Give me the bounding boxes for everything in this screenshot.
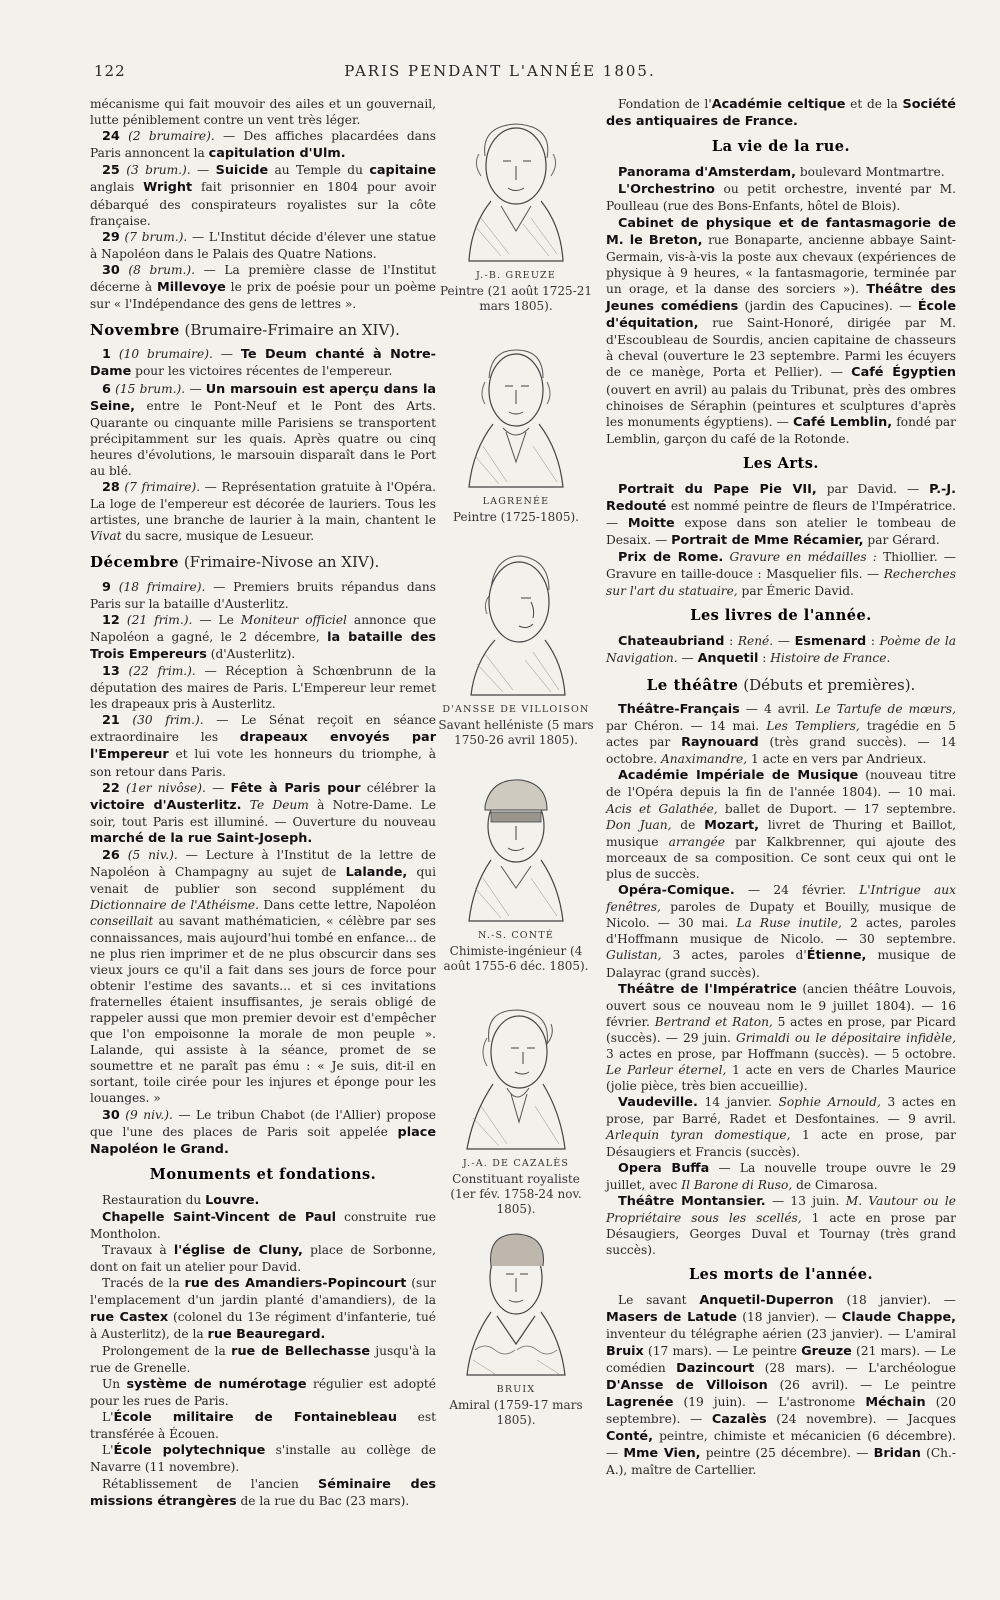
paragraph: 21 (30 frim.). — Le Sénat reçoit en séance extraordinaire les drapeaux envoyés par l'Empereur et lui vote les honneurs du triomphe, à son retour dans Paris. xyxy=(90,713,436,779)
paragraph: 25 (3 brum.). — Suicide au Temple du capitaine anglais Wright fait prisonnier en 1804 pour avoir débarqué des conspirateurs royalistes sur la côte française. xyxy=(90,163,437,228)
paragraph: 30 (8 brum.). — La première classe de l'Institut décerne à Millevoye le prix de poésie pour un poème sur « l'Indépendance des gens de lettres ». xyxy=(90,262,437,312)
section-heading-novembre: Novembre (Brumaire-Frimaire an XIV). xyxy=(90,321,400,340)
portrait-caption: Peintre (1725-1805). xyxy=(453,510,579,525)
portrait-engraving-image xyxy=(461,332,571,492)
portrait-villoison xyxy=(438,540,594,748)
paragraph: Opéra-Comique. — 24 février. L'Intrigue aux fenêtres, paroles de Dupaty et Bouilly, musique de Nicolo. — 30 mai. La Ruse inutile, 2 actes, paroles d'Hoffmann musique de Nicolo. — 30 septembre. Gulistan, 3 actes, paroles d'Étienne, musique de Dalayrac (grand succès). xyxy=(606,883,956,980)
paragraph: 30 (9 niv.). — Le tribun Chabot (de l'Allier) propose que l'une des places de Paris soit appelée place Napoléon le Grand. xyxy=(90,1107,437,1157)
portrait-engraving-image xyxy=(461,766,571,926)
portrait-greuze xyxy=(438,106,594,314)
portrait-engraving-image xyxy=(461,540,571,700)
portrait-name: J.-A. DE CAZALÈS xyxy=(462,1158,570,1169)
section-heading-morts: Les morts de l'année. xyxy=(688,1266,874,1284)
paragraph: Vaudeville. 14 janvier. Sophie Arnould, 3 actes en prose, par Barré, Radet et Desfontaines. — 9 avril. Arlequin tyran domestique, 1 acte en prose, par Désaugiers et Francis (succès). xyxy=(606,1095,956,1159)
paragraph: Prix de Rome. Gravure en médailles : Thiollier. — Gravure en taille-douce : Masquelier fils. — Recherches sur l'art du statuaire, par Émeric David. xyxy=(606,550,956,598)
paragraph: 6 (15 brum.). — Un marsouin est aperçu dans la Seine, entre le Pont-Neuf et le Pont des Arts. Quarante ou cinquante mille Parisiens se transportent précipitamment sur les quais. Après quatre ou cinq heures d'évolutions, le marsouin disparaît dans le Port au blé. xyxy=(90,381,436,478)
paragraph: 13 (22 frim.). — Réception à Schœnbrunn de la députation des maires de Paris. L'Empereur leur remet les drapeaux pris à Austerlitz. xyxy=(90,664,437,712)
portrait-name: BRUIX xyxy=(496,1384,536,1395)
left-column xyxy=(90,96,436,1510)
running-header xyxy=(94,62,906,84)
paragraph: Portrait du Pape Pie VII, par David. — P.-J. Redouté est nommé peintre de fleurs de l'Impératrice. — Moitte expose dans son atelier le tombeau de Desaix. — Portrait de Mme Récamier, par Gérard. xyxy=(606,481,957,549)
paragraph: Théâtre Montansier. — 13 juin. M. Vautour ou le Propriétaire sous les scellés, 1 acte en prose par Désaugiers, Georges Duval et Tournay (très grand succès). xyxy=(606,1193,957,1258)
paragraph: Opera Buffa — La nouvelle troupe ouvre le 29 juillet, avec Il Barone di Ruso, de Cimarosa. xyxy=(606,1160,956,1192)
portrait-cazales xyxy=(438,994,594,1217)
paragraph: Panorama d'Amsterdam, boulevard Montmartre. xyxy=(618,165,945,181)
running-title: PARIS PENDANT L'ANNÉE 1805. xyxy=(344,62,656,80)
paragraph: Tracés de la rue des Amandiers-Popincourt (sur l'emplacement d'un jardin planté d'amandiers), de la rue Castex (colonel du 13e régiment d'infanterie, tué à Austerlitz), de la rue Beauregard. xyxy=(90,1276,437,1342)
paragraph: Restauration du Louvre. xyxy=(102,1192,260,1208)
portrait-caption: Amiral (1759-17 mars 1805). xyxy=(449,1398,583,1428)
portrait-name: D'ANSSE DE VILLOISON xyxy=(442,704,590,715)
portrait-engraving-image xyxy=(461,1220,571,1380)
paragraph: Le savant Anquetil-Duperron (18 janvier). — Masers de Latude (18 janvier). — Claude Chappe, inventeur du télégraphe aérien (23 janvier). — L'amiral Bruix (17 mars). — Le peintre Greuze (21 mars). — Le comédien Dazincourt (28 mars). — L'archéologue D'Ansse de Villoison (26 avril). — Le peintre Lagrenée (19 juin). — L'astronome Méchain (20 septembre). — Cazalès (24 novembre). — Jacques Conté, peintre, chimiste et mécanicien (6 décembre). — Mme Vien, peintre (25 décembre). — Bridan (Ch.-A.), maître de Cartellier. xyxy=(606,1293,956,1478)
paragraph: Théâtre-Français — 4 avril. Le Tartufe de mœurs, par Chéron. — 14 mai. Les Templiers, tragédie en 5 actes par Raynouard (très grand succès). — 14 octobre. Anaximandre, 1 acte en vers par Andrieux. xyxy=(606,702,957,767)
paragraph: L'École militaire de Fontainebleau est transférée à Écouen. xyxy=(90,1410,436,1442)
paragraph: Chateaubriand : René. — Esmenard : Poème de la Navigation. — Anquetil : Histoire de France. xyxy=(606,633,957,666)
paragraph: Fondation de l'Académie celtique et de la Société des antiquaires de France. xyxy=(606,97,956,130)
section-heading-theatre: Le théâtre (Débuts et premières). xyxy=(646,675,916,694)
section-heading-arts: Les Arts. xyxy=(743,454,819,472)
paragraph: 22 (1er nivôse). — Fête à Paris pour célébrer la victoire d'Austerlitz. Te Deum à Notre-Dame. Le soir, tout Paris est illuminé. — Ouverture du nouveau marché de la rue Saint-Joseph. xyxy=(90,780,437,846)
paragraph: L'Orchestrino ou petit orchestre, inventé par M. Poulleau (rue des Bons-Enfants, hôtel de Blois). xyxy=(606,182,956,214)
portrait-name: LAGRENÉE xyxy=(482,496,550,507)
paragraph: 26 (5 niv.). — Lecture à l'Institut de la lettre de Napoléon à Champagny au sujet de Lalande, qui venait de publier son second supplément du Dictionnaire de l'Athéisme. Dans cette lettre, Napoléon conseillait au savant mathématicien, « célèbre par ses connaissances, mais aujourd'hui tombé en enfance... de ne plus rien imprimer et de ne plus obscurcir dans ses vieux jours ce qu'il a fait dans ses jours de force pour obtenir l'estime des savants... et si ces invitations fraternelles étaient insuffisantes, je serais obligé de rappeler aussi que mon premier devoir est d'empêcher que l'on empoisonne la morale de mon peuple ». Lalande, qui assiste à la séance, promet de se soumettre et ne paraît pas ému : « Je suis, dit-il en sortant, toile cirée pour les injures et éponge pour les louanges. » xyxy=(90,848,437,1106)
portrait-engraving-image xyxy=(461,106,571,266)
portrait-name: J.-B. GREUZE xyxy=(476,270,556,281)
paragraph: Théâtre de l'Impératrice (ancien théâtre Louvois, ouvert sous ce nouveau nom le 9 juillet 1804). — 16 février. Bertrand et Raton, 5 actes en prose, par Picard (succès). — 29 juin. Grimaldi ou le dépositaire infidèle, 3 actes en prose, par Hoffmann (succès). — 5 octobre. Le Parleur éternel, 1 acte en vers de Charles Maurice (jolie pièce, très bien accueillie). xyxy=(606,981,956,1094)
paragraph: L'École polytechnique s'installe au collège de Navarre (11 novembre). xyxy=(90,1443,436,1475)
paragraph: Chapelle Saint-Vincent de Paul construite rue Montholon. xyxy=(90,1210,436,1242)
portrait-bruix xyxy=(438,1220,594,1428)
paragraph: 24 (2 brumaire). — Des affiches placardées dans Paris annoncent la capitulation d'Ulm. xyxy=(90,129,437,162)
section-heading-monuments: Monuments et fondations. xyxy=(149,1165,377,1183)
paragraph: 29 (7 brum.). — L'Institut décide d'élever une statue à Napoléon dans le Palais des Quatre Nations. xyxy=(90,229,436,261)
section-heading-vie: La vie de la rue. xyxy=(711,138,851,156)
paragraph: Un système de numérotage régulier est adopté pour les rues de Paris. xyxy=(90,1376,436,1409)
portrait-caption: Chimiste-ingénieur (4 août 1755-6 déc. 1805). xyxy=(443,944,589,974)
portrait-caption: Peintre (21 août 1725-21 mars 1805). xyxy=(439,284,593,314)
paragraph: Travaux à l'église de Cluny, place de Sorbonne, dont on fait un atelier pour David. xyxy=(90,1243,437,1275)
paragraph: 1 (10 brumaire). — Te Deum chanté à Notre-Dame pour les victoires récentes de l'empereur. xyxy=(90,347,436,380)
right-column xyxy=(606,96,956,1478)
portrait-lagrenee xyxy=(438,332,594,525)
portrait-engraving-image xyxy=(461,994,571,1154)
paragraph: Cabinet de physique et de fantasmagorie de M. le Breton, rue Bonaparte, ancienne abbaye Saint-Germain, vis-à-vis la poste aux chevaux (expériences de physique à 9 heures, « la fantasmagorie, terminée par un orage, et la danse des sorciers »). Théâtre des Jeunes comédiens (jardin des Capucines). — École d'équitation, rue Saint-Honoré, dirigée par M. d'Escoubleau de Sourdis, ancien capitaine de chasseurs à cheval (ouverture le 23 septembre. Parmi les écuyers de ce manège, Porta et Pellier). — Café Égyptien (ouvert en avril) au palais du Tribunat, près des ombres chinoises de Séraphin (peintures et sculptures d'après les monuments égyptiens). — Café Lemblin, fondé par Lemblin, garçon du café de la Rotonde. xyxy=(606,215,956,446)
portrait-caption: Constituant royaliste (1er fév. 1758-24 nov. 1805). xyxy=(450,1172,582,1217)
section-heading-livres: Les livres de l'année. xyxy=(690,606,872,624)
paragraph: 9 (18 frimaire). — Premiers bruits répandus dans Paris sur la bataille d'Austerlitz. xyxy=(90,579,436,611)
portrait-conte xyxy=(438,766,594,974)
section-heading-decembre: Décembre (Frimaire-Nivose an XIV). xyxy=(90,553,380,572)
portrait-caption: Savant helléniste (5 mars 1750-26 avril 1805). xyxy=(438,718,594,748)
paragraph: mécanisme qui fait mouvoir des ailes et un gouvernail, lutte péniblement contre un vent très léger. xyxy=(90,97,436,128)
paragraph: Rétablissement de l'ancien Séminaire des missions étrangères de la rue du Bac (23 mars). xyxy=(90,1476,436,1509)
paragraph: 28 (7 frimaire). — Représentation gratuite à l'Opéra. La loge de l'empereur est décorée de lauriers. Tous les artistes, une branche de laurier à la main, chantent le Vivat du sacre, musique de Lesueur. xyxy=(90,480,436,544)
paragraph: Académie Impériale de Musique (nouveau titre de l'Opéra depuis la fin de l'année 1804). — 10 mai. Acis et Galathée, ballet de Duport. — 17 septembre. Don Juan, de Mozart, livret de Thuring et Baillot, musique arrangée par Kalkbrenner, qui ajoute des morceaux de sa composition. Ce sont ceux qui ont le plus de succès. xyxy=(606,768,956,881)
paragraph: Prolongement de la rue de Bellechasse jusqu'à la rue de Grenelle. xyxy=(90,1343,436,1375)
page-number: 122 xyxy=(94,62,126,80)
paragraph: 12 (21 frim.). — Le Moniteur officiel annonce que Napoléon a gagné, le 2 décembre, la bataille des Trois Empereurs (d'Austerlitz). xyxy=(90,612,437,662)
portrait-name: N.-S. CONTÉ xyxy=(478,930,554,941)
